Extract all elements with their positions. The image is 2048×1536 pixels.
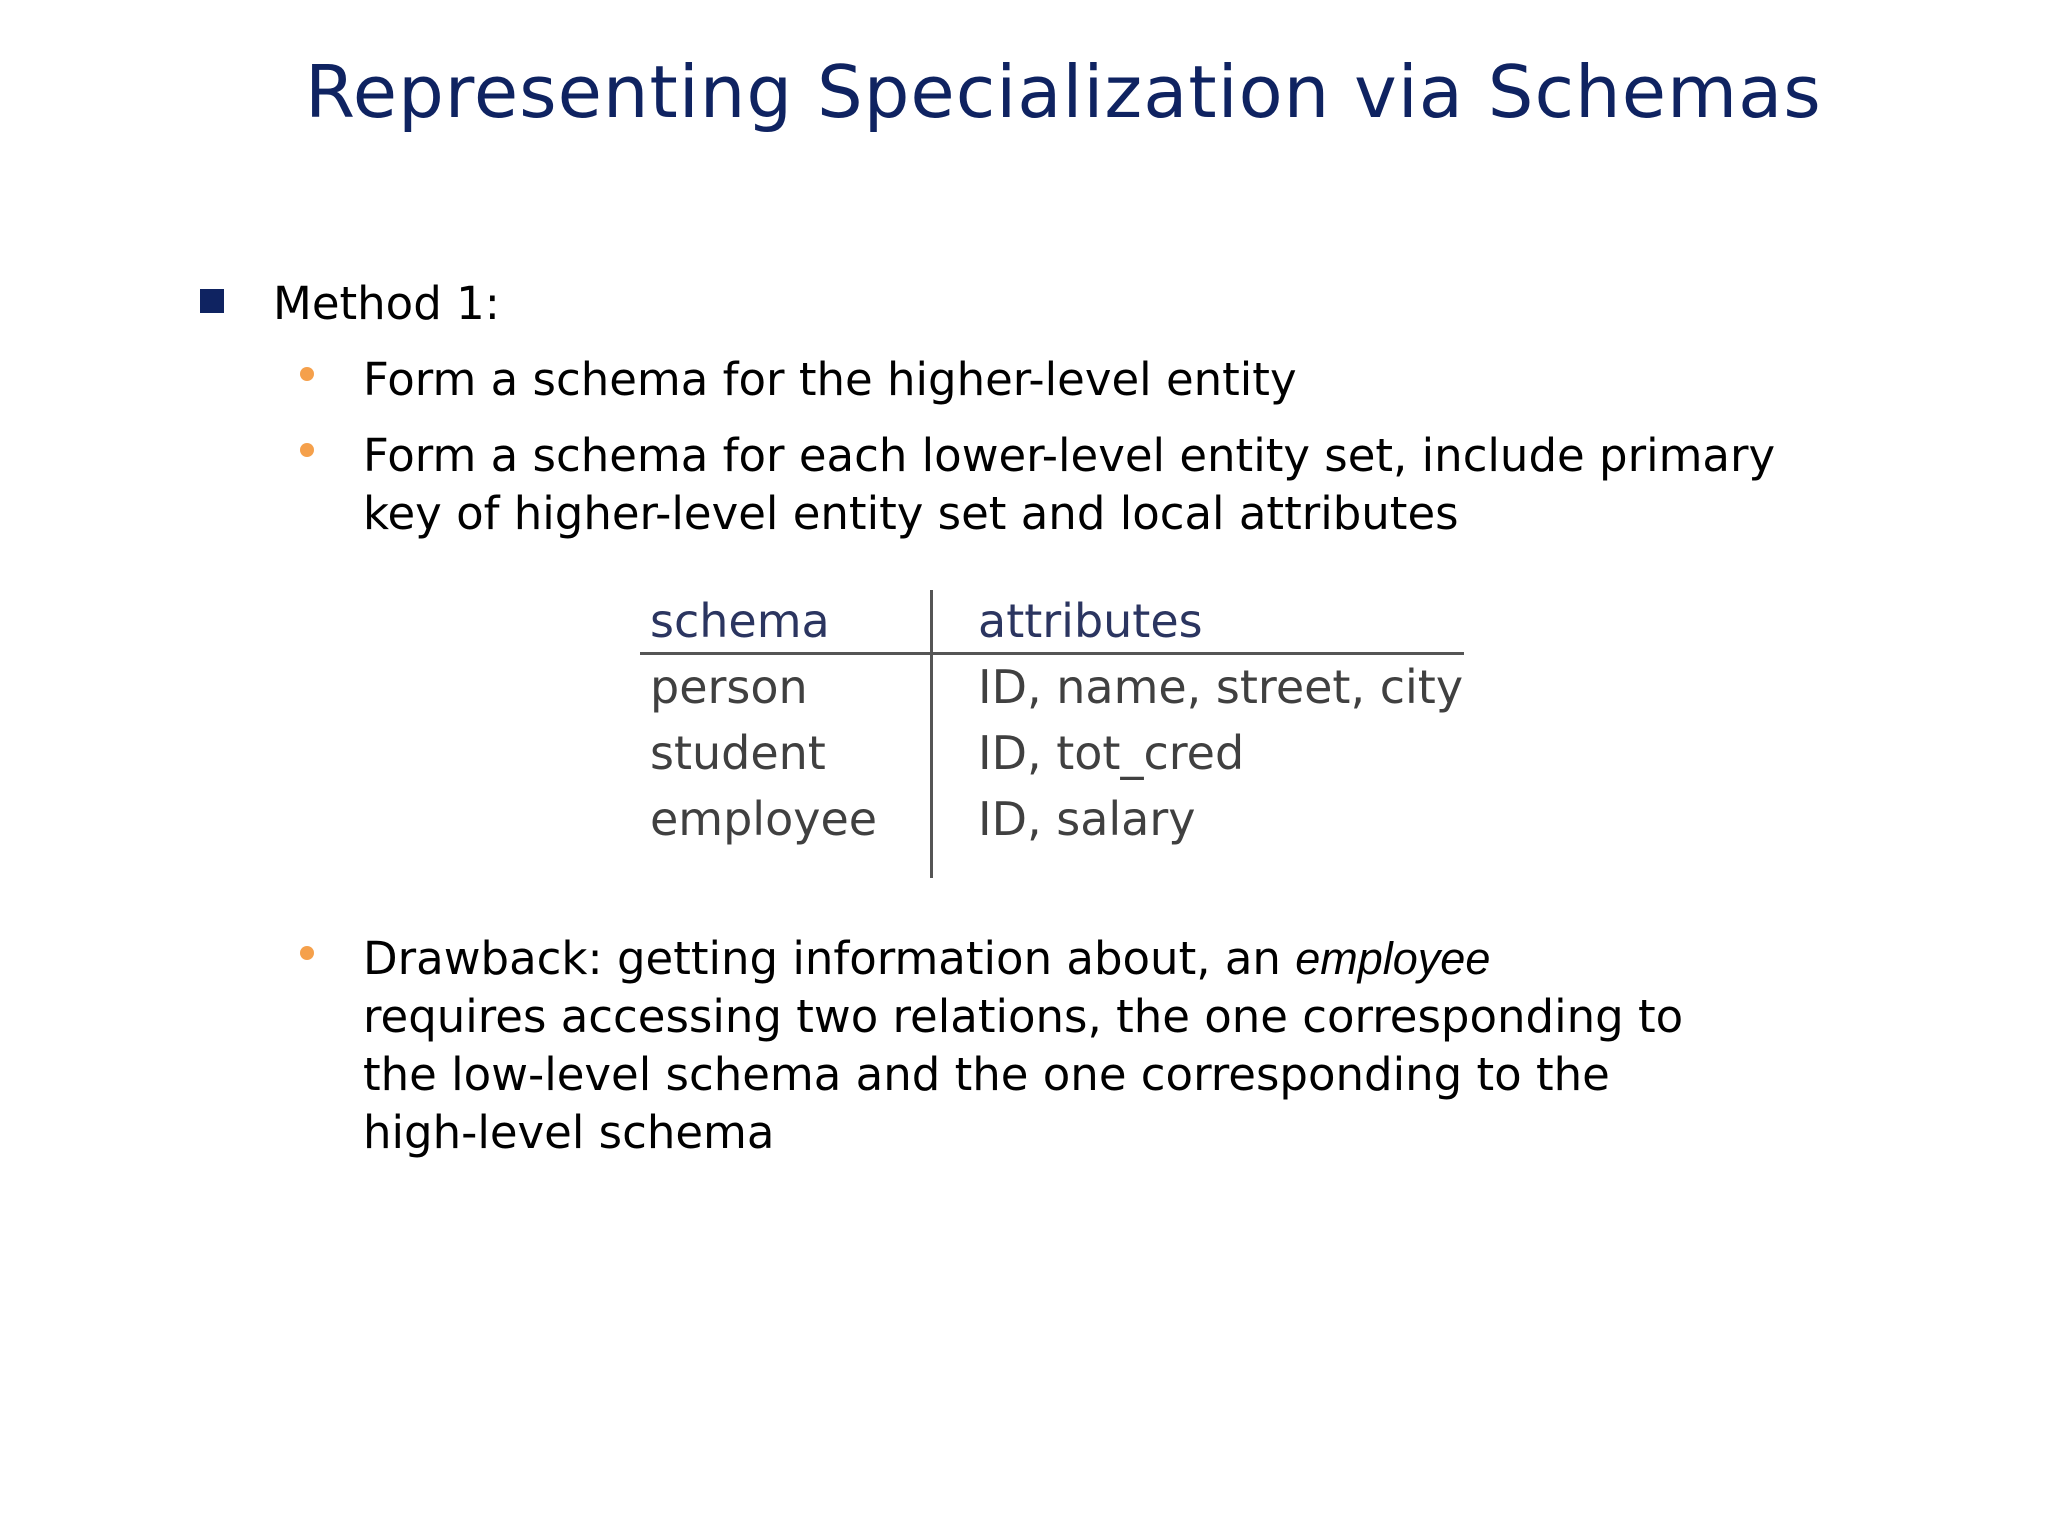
schema-table — [640, 590, 1470, 880]
table-cell-schema: student — [650, 726, 826, 780]
drawback-line: high-level schema — [363, 1106, 775, 1159]
square-bullet-icon — [200, 289, 224, 313]
table-cell-schema: person — [650, 660, 808, 714]
table-cell-schema: employee — [650, 792, 878, 846]
bullet-line: Form a schema for each lower-level entity set, include primary — [363, 429, 1776, 482]
bullet-line: Form a schema for the higher-level entity — [363, 353, 1297, 406]
bullet-item — [363, 351, 1297, 409]
bullet-item — [363, 427, 1775, 543]
bullet-dot-icon — [300, 443, 314, 457]
drawback-line: the low-level schema and the one corresponding to the — [363, 1048, 1610, 1101]
table-header-schema: schema — [650, 594, 830, 648]
drawback-item — [363, 930, 1683, 1162]
drawback-line: requires accessing two relations, the one corresponding to — [363, 990, 1684, 1043]
table-header-divider — [640, 652, 1464, 655]
drawback-prefix: Drawback: getting information about, an — [363, 932, 1296, 985]
method-label: Method 1: — [273, 277, 500, 330]
table-cell-attributes: ID, tot_cred — [978, 726, 1245, 780]
drawback-line — [363, 930, 1683, 988]
drawback-emphasis: employee — [1295, 933, 1491, 984]
bullet-dot-icon — [300, 946, 314, 960]
table-cell-attributes: ID, salary — [978, 792, 1196, 846]
slide-title: Representing Specialization via Schemas — [305, 50, 1822, 134]
table-column-divider — [930, 590, 933, 878]
bullet-line: key of higher-level entity set and local attributes — [363, 487, 1459, 540]
bullet-dot-icon — [300, 367, 314, 381]
table-header-attributes: attributes — [978, 594, 1203, 648]
table-cell-attributes: ID, name, street, city — [978, 660, 1464, 714]
